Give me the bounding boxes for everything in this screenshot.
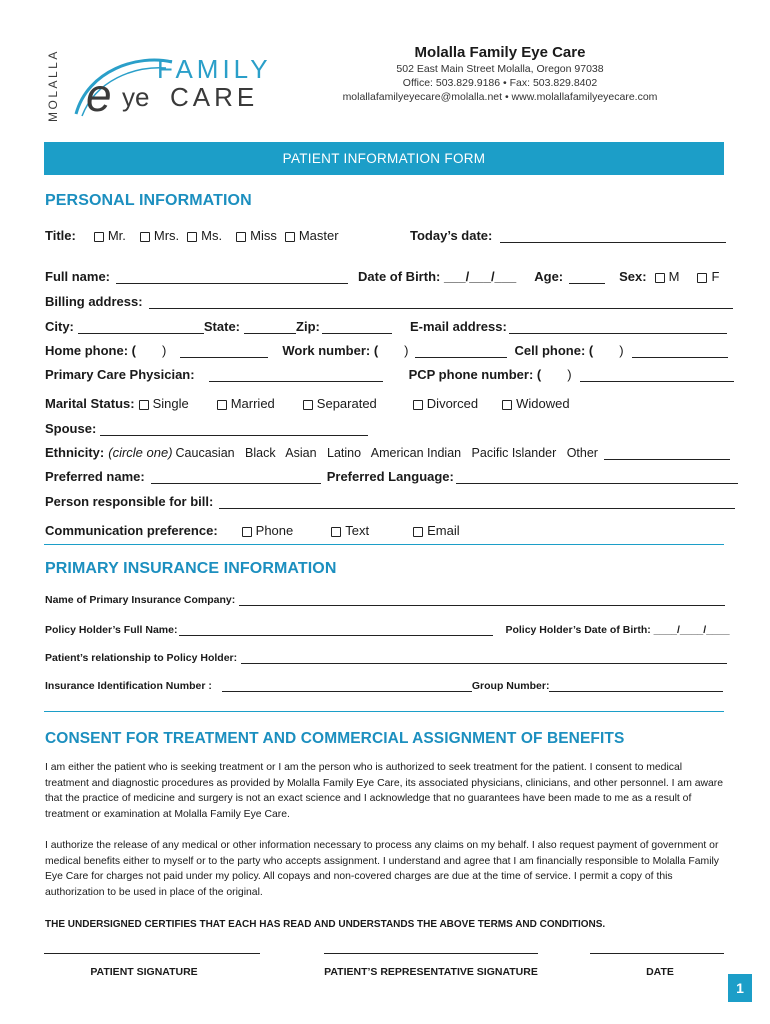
form-banner: PATIENT INFORMATION FORM (44, 142, 724, 175)
consent-paragraph-2: I authorize the release of any medical or other information necessary to process any claims on my behalf. I also request payment of government or medical benefits either to myself or to the party who accepts assignment. I understand and agree that I am financially responsible to Molalla Family Eye Care for charges not paid under my policy. All copays and non-covered charges are due at the time of service. I permit a copy of this authorization to be used in place of the original. (45, 840, 720, 898)
row-phones: Home phone: ( ) Work number: ( ) Cell phone: ( ) (45, 343, 728, 358)
marital-option-single[interactable]: Single (139, 396, 189, 411)
title-option-ms[interactable]: Ms. (187, 228, 222, 243)
checkbox-icon[interactable] (217, 400, 227, 410)
consent-paragraph-1: I am either the patient who is seeking treatment or I am the person who is authorized to seek treatment for the patient. I consent to medical treatment and diagnostic procedures as provided by Molalla Family Eye Care, its associated physicians, clinicians, and other personnel. I am aware that the practice of medicine and surgery is not an exact science and I acknowledge that no guarantees have been made to me as a result of treatment or examination at Molalla Family Eye Care. (45, 762, 724, 820)
row-insurance-id: Insurance Identification Number : Group Number: (45, 680, 723, 692)
full-name-line[interactable] (116, 271, 348, 284)
page-number: 1 (728, 974, 752, 1002)
row-marital: Marital Status: Single Married Separated Divorced Widowed (45, 396, 570, 411)
pcp-line[interactable] (209, 369, 383, 382)
preferred-language-line[interactable] (456, 471, 738, 484)
row-communication: Communication preference: Phone Text Email (45, 523, 460, 538)
row-title: Title: Mr. Mrs. Ms. Miss Master (45, 228, 339, 243)
row-billing: Billing address: (45, 294, 733, 309)
communication-option-text[interactable]: Text (331, 523, 369, 538)
email-line[interactable] (509, 321, 727, 334)
insurance-company-line[interactable] (239, 595, 725, 606)
practice-email-web: molallafamilyeyecare@molalla.net • www.molallafamilyeyecare.com (342, 91, 658, 103)
logo-eye-rest: ye (122, 82, 150, 112)
row-spouse: Spouse: (45, 421, 368, 436)
marital-option-divorced[interactable]: Divorced (413, 396, 478, 411)
checkbox-icon[interactable] (655, 273, 665, 283)
row-ethnicity: Ethnicity: (circle one) Caucasian Black Asian Latino American Indian Pacific Islander Other (45, 445, 730, 460)
checkbox-icon[interactable] (242, 527, 252, 537)
marital-option-widowed[interactable]: Widowed (502, 396, 569, 411)
group-number-line[interactable] (549, 681, 723, 692)
representative-signature-label: PATIENT’S REPRESENTATIVE SIGNATURE (324, 966, 538, 978)
checkbox-icon[interactable] (413, 400, 423, 410)
checkbox-icon[interactable] (331, 527, 341, 537)
checkbox-icon[interactable] (187, 232, 197, 242)
row-city: City: State: Zip: (45, 319, 392, 334)
representative-signature-line[interactable] (324, 953, 538, 954)
logo-side-text: MOLALLA (46, 49, 60, 122)
marital-option-married[interactable]: Married (217, 396, 275, 411)
divider (44, 544, 724, 545)
sex-option-f[interactable]: F (697, 269, 719, 284)
billing-address-line[interactable] (149, 296, 733, 309)
checkbox-icon[interactable] (502, 400, 512, 410)
checkbox-icon[interactable] (139, 400, 149, 410)
row-relationship: Patient’s relationship to Policy Holder: (45, 652, 727, 664)
logo-family: FAMILY (157, 54, 272, 84)
section-personal-title: PERSONAL INFORMATION (45, 192, 252, 209)
insurance-id-line[interactable] (222, 681, 472, 692)
title-option-mrs[interactable]: Mrs. (140, 228, 179, 243)
row-full-name: Full name: Date of Birth: ___/___/___ Age: Sex: M F (45, 269, 720, 284)
logo-eye-e: e (86, 69, 112, 121)
divider (44, 711, 724, 712)
todays-date-line[interactable] (500, 230, 726, 243)
section-consent-title: CONSENT FOR TREATMENT AND COMMERCIAL ASSIGNMENT OF BENEFITS (45, 730, 625, 747)
practice-info (330, 44, 670, 103)
date-label: DATE (646, 966, 674, 978)
row-preferred: Preferred name: Preferred Language: (45, 469, 738, 484)
certify-statement: THE UNDERSIGNED CERTIFIES THAT EACH HAS READ AND UNDERSTANDS THE ABOVE TERMS AND CONDITIONS. (45, 919, 606, 930)
patient-signature-label: PATIENT SIGNATURE (90, 966, 198, 978)
checkbox-icon[interactable] (285, 232, 295, 242)
checkbox-icon[interactable] (140, 232, 150, 242)
section-insurance-title: PRIMARY INSURANCE INFORMATION (45, 560, 337, 577)
city-line[interactable] (78, 321, 204, 334)
title-option-mr[interactable]: Mr. (94, 228, 126, 243)
patient-signature-line[interactable] (44, 953, 260, 954)
marital-option-separated[interactable]: Separated (303, 396, 377, 411)
checkbox-icon[interactable] (94, 232, 104, 242)
preferred-name-line[interactable] (151, 471, 321, 484)
communication-option-email[interactable]: Email (413, 523, 460, 538)
practice-name: Molalla Family Eye Care (414, 44, 586, 61)
cell-phone-line[interactable] (632, 345, 728, 358)
practice-phone: Office: 503.829.9186 • Fax: 503.829.8402 (402, 77, 598, 89)
ethnicity-other-line[interactable] (604, 447, 730, 460)
email-field: E-mail address: (410, 319, 727, 334)
todays-date-field[interactable]: Today’s date: (410, 228, 726, 243)
row-responsible: Person responsible for bill: (45, 494, 735, 509)
pcp-phone-line[interactable] (580, 369, 734, 382)
ethnicity-options[interactable]: Caucasian Black Asian Latino American Indian Pacific Islander Other (175, 446, 598, 460)
row-pcp: Primary Care Physician: PCP phone number: ( ) (45, 367, 734, 382)
sex-option-m[interactable]: M (655, 269, 680, 284)
relationship-line[interactable] (241, 653, 727, 664)
policy-holder-name-line[interactable] (179, 625, 493, 636)
practice-address: 502 East Main Street Molalla, Oregon 97038 (396, 63, 604, 75)
title-option-miss[interactable]: Miss (236, 228, 277, 243)
dob-label[interactable]: Date of Birth: ___/___/___ (358, 269, 517, 284)
row-policy-holder: Policy Holder’s Full Name: Policy Holder’s Date of Birth: ____/____/____ (45, 624, 730, 636)
title-option-master[interactable]: Master (285, 228, 339, 243)
zip-line[interactable] (322, 321, 392, 334)
checkbox-icon[interactable] (413, 527, 423, 537)
spouse-line[interactable] (100, 423, 368, 436)
communication-option-phone[interactable]: Phone (242, 523, 294, 538)
age-line[interactable] (569, 271, 605, 284)
logo-care: CARE (170, 82, 259, 112)
home-phone-line[interactable] (180, 345, 268, 358)
policy-holder-dob[interactable]: Policy Holder’s Date of Birth: ____/____/____ (505, 624, 730, 636)
work-number-line[interactable] (415, 345, 507, 358)
checkbox-icon[interactable] (303, 400, 313, 410)
checkbox-icon[interactable] (236, 232, 246, 242)
date-signature-line[interactable] (590, 953, 724, 954)
row-insurance-company: Name of Primary Insurance Company: (45, 594, 725, 606)
responsible-line[interactable] (219, 496, 735, 509)
checkbox-icon[interactable] (697, 273, 707, 283)
state-line[interactable] (244, 321, 296, 334)
